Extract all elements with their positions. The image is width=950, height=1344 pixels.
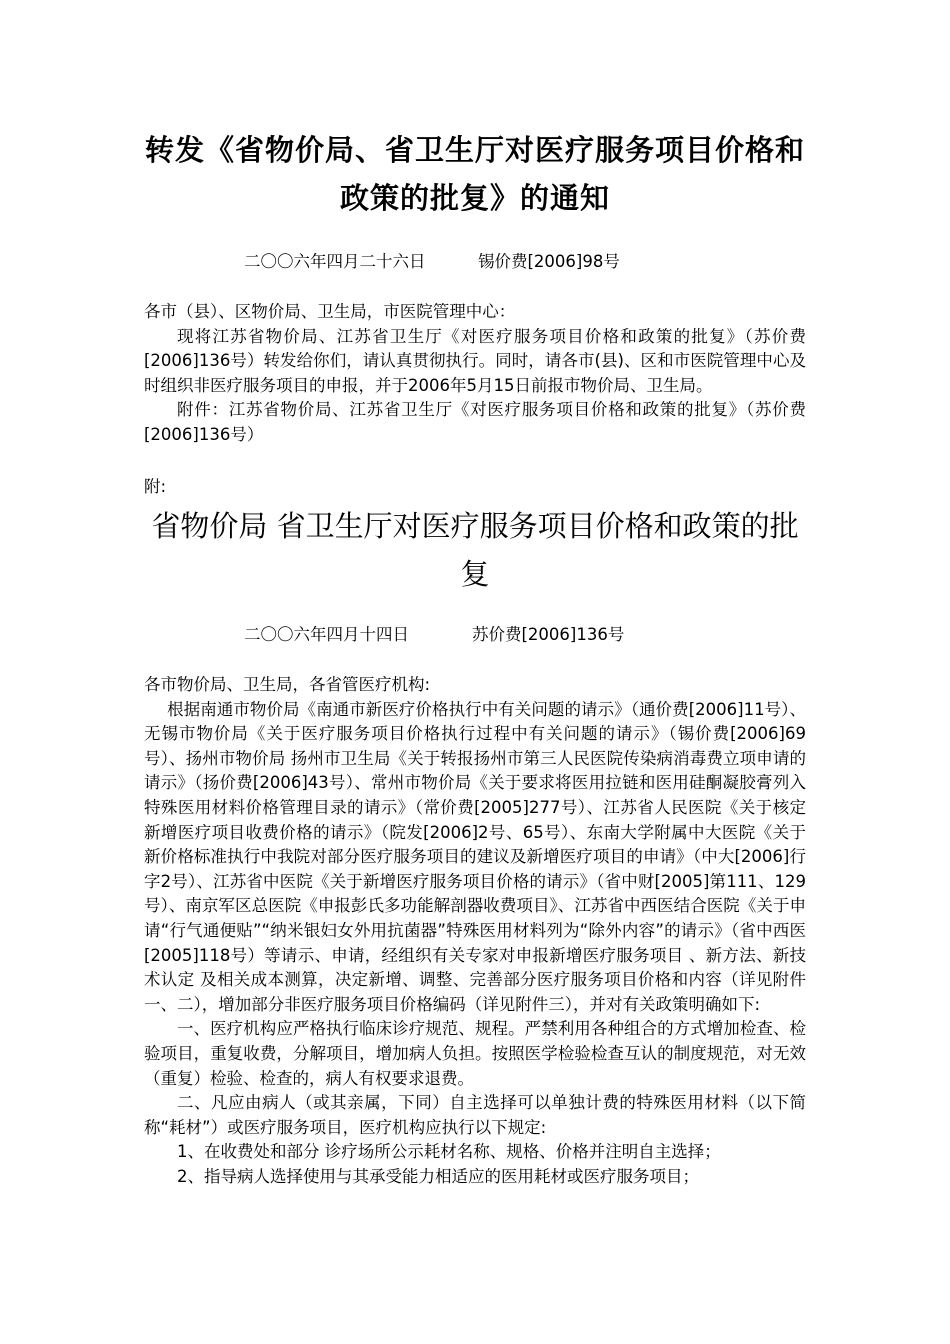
reply-item-2: 2、指导病人选择使用与其承受能力相适应的医用耗材或医疗服务项目； xyxy=(177,1166,699,1186)
notice-attachment: 附件：江苏省物价局、江苏省卫生厅《对医疗服务项目价格和政策的批复》（苏价费[2006]136号） xyxy=(144,400,806,444)
notice-addressee: 各市（县）、区物价局、卫生局，市医院管理中心： xyxy=(144,302,516,321)
notice-date: 二〇〇六年四月二十六日 xyxy=(244,252,426,271)
notice-body xyxy=(144,300,806,448)
notice-paragraph: 现将江苏省物价局、江苏省卫生厅《对医疗服务项目价格和政策的批复》（苏价费[2006]136号）转发给你们，请认真贯彻执行。同时，请各市(县)、区和市医院管理中心及时组织非医疗服务项目的申报，并于2006年5月15日前报市物价局、卫生局。 xyxy=(144,326,806,395)
reply-title: 省物价局 省卫生厅对医疗服务项目价格和政策的批复 xyxy=(151,509,799,591)
reply-paragraph-1: 一、医疗机构应严格执行临床诊疗规范、规程。严禁利用各种组合的方式增加检查、检验项目，重复收费，分解项目，增加病人负担。按照医学检验检查互认的制度规范，对无效（重复）检验、检查的，病人有权要求退费。 xyxy=(144,1019,806,1088)
reply-paragraph-2: 二、凡应由病人（或其亲属，下同）自主选择可以单独计费的特殊医用材料（以下简称“耗材”）或医疗服务项目，医疗机构应执行以下规定: xyxy=(144,1093,806,1137)
notice-title: 转发《省物价局、省卫生厅对医疗服务项目价格和政策的批复》的通知 xyxy=(144,133,805,215)
reply-doc-number: 苏价费[2006]136号 xyxy=(472,625,625,644)
notice-doc-number: 锡价费[2006]98号 xyxy=(478,252,620,271)
reply-date: 二〇〇六年四月十四日 xyxy=(244,625,409,644)
reply-addressee: 各市物价局、卫生局，各省管医疗机构: xyxy=(144,675,431,694)
reply-paragraph-intro: 根据南通市物价局《南通市新医疗价格执行中有关问题的请示》（通价费[2006]11号）、无锡市物价局《关于医疗服务项目价格执行过程中有关问题的请示》（锡价费[2006]69号）、扬州市物价局 扬州市卫生局《关于转报扬州市第三人民医院传染病消毒费立项申请的请示》（扬价费[2006]43号）、常州市物价局《关于要求将医用拉链和医用硅酮凝胶膏列入特殊医用材料价格管理目录的请示》（常价费[2005]277号）、江苏省人民医院《关于核定新增医疗项目收费价格的请示》（院发[2006]2号、65号）、东南大学附属中大医院《关于新价格标准执行中我院对部分医疗服务项目的建议及新增医疗项目的申请》（中大[2006]行字2号）、江苏省中医院《关于新增医疗服务项目价格的请示》（省中财[2005]第111、129号）、南京军区总医院《申报彭氏多功能解剖器收费项目》、江苏省中西医结合医院《关于申请“行气通便贴”“纳米银妇女外用抗菌器”特殊医用材料列为“除外内容”的请示》（省中西医[2005]118号）等请示、申请，经组织有关专家对申报新增医疗服务项目 、新方法、新技术认定 及相关成本测算，决定新增、调整、完善部分医疗服务项目价格和内容（详见附件一、二），增加部分非医疗服务项目价格编码（详见附件三），并对有关政策明确如下: xyxy=(144,699,806,1014)
reply-body xyxy=(144,673,806,1189)
appendix-label: 附: xyxy=(144,477,167,496)
reply-item-1: 1、在收费处和部分 诊疗场所公示耗材名称、规格、价格并注明自主选择； xyxy=(177,1142,721,1162)
